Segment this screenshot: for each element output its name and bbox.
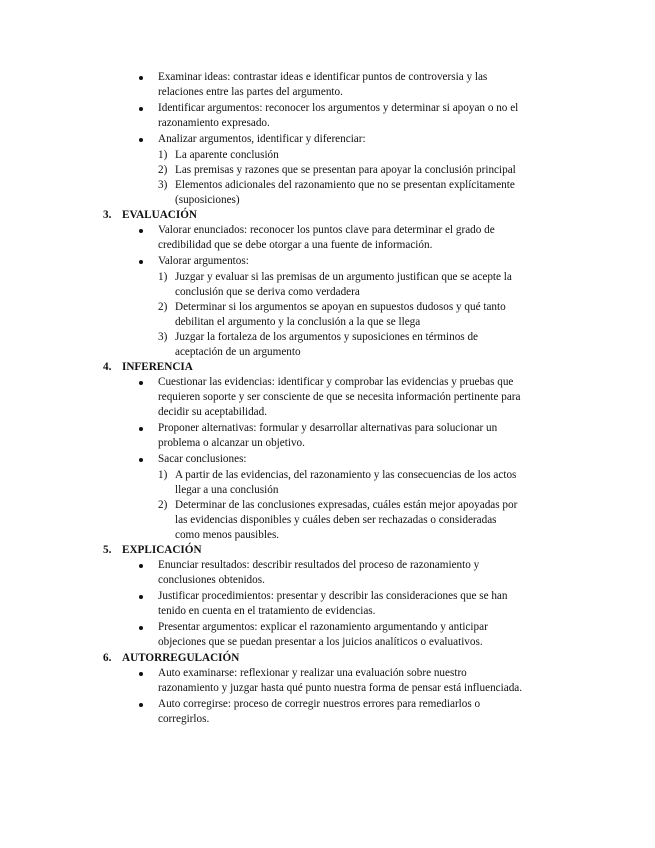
bullet-icon — [139, 427, 143, 431]
list-item — [103, 620, 523, 650]
bullet-icon — [139, 672, 143, 676]
subitem-text: Determinar si los argumentos se apoyan en supuestos dudosos y qué tanto debilitan el argumento y la conclusión a la que se llega — [175, 301, 506, 328]
numbered-subitem — [103, 468, 523, 498]
bullet-icon — [139, 595, 143, 599]
numbered-subitem — [103, 163, 523, 178]
section-title: AUTORREGULACIÓN — [122, 652, 240, 664]
section-heading-evaluacion — [103, 208, 523, 223]
list-item — [103, 254, 523, 269]
subitem-text: La aparente conclusión — [175, 149, 279, 161]
list-item — [103, 697, 523, 727]
bullet-text: Identificar argumentos: reconocer los argumentos y determinar si apoyan o no el razonamiento expresado. — [158, 102, 519, 129]
numbered-subitem — [103, 148, 523, 163]
list-item — [103, 375, 523, 420]
section-heading-inferencia — [103, 360, 523, 375]
subitem-text: Juzgar y evaluar si las premisas de un argumento justifican que se acepte la conclusión que se deriva como verdadera — [175, 271, 512, 298]
subitem-number: 2) — [158, 164, 168, 176]
bullet-text: Auto examinarse: reflexionar y realizar una evaluación sobre nuestro razonamiento y juzgar hasta qué punto nuestra forma de pensar está influenciada. — [158, 667, 523, 694]
bullet-text: Valorar argumentos: — [158, 255, 249, 267]
numbered-subitem — [103, 178, 523, 208]
bullet-text: Enunciar resultados: describir resultados del proceso de razonamiento y conclusiones obtenidos. — [158, 559, 480, 586]
list-item — [103, 666, 523, 696]
bullet-icon — [139, 76, 143, 80]
document-content — [103, 70, 523, 728]
bullet-text: Cuestionar las evidencias: identificar y comprobar las evidencias y pruebas que requieren soporte y ser consciente de que se necesita información pertinente para decidir su aceptabilidad. — [158, 376, 521, 418]
bullet-icon — [139, 229, 143, 233]
section-heading-autorregulacion — [103, 651, 523, 666]
subitem-number: 3) — [158, 331, 168, 343]
bullet-text: Analizar argumentos, identificar y diferenciar: — [158, 133, 366, 145]
bullet-text: Examinar ideas: contrastar ideas e identificar puntos de controversia y las relaciones entre las partes del argumento. — [158, 71, 488, 98]
list-item — [103, 452, 523, 467]
subitem-number: 1) — [158, 469, 168, 481]
subitem-text: Determinar de las conclusiones expresadas, cuáles están mejor apoyadas por las evidencias disponibles y cuáles deben ser rechazadas o consideradas como menos pausibles. — [175, 499, 518, 541]
section-title: EVALUACIÓN — [122, 209, 198, 221]
subitem-text: Elementos adicionales del razonamiento que no se presentan explícitamente (suposiciones) — [175, 179, 515, 206]
bullet-icon — [139, 458, 143, 462]
bullet-text: Auto corregirse: proceso de corregir nuestros errores para remediarlos o corregirlos. — [158, 698, 481, 725]
subitem-number: 1) — [158, 149, 168, 161]
numbered-subitem — [103, 300, 523, 330]
list-item — [103, 70, 523, 100]
subitem-text: A partir de las evidencias, del razonamiento y las consecuencias de los actos llegar a una conclusión — [175, 469, 517, 496]
section-title: INFERENCIA — [122, 361, 193, 373]
numbered-subitem — [103, 498, 523, 543]
subitem-text: Las premisas y razones que se presentan para apoyar la conclusión principal — [175, 164, 516, 176]
bullet-text: Proponer alternativas: formular y desarrollar alternativas para solucionar un problema o alcanzar un objetivo. — [158, 422, 498, 449]
bullet-icon — [139, 260, 143, 264]
section-number: 5. — [103, 544, 112, 556]
bullet-icon — [139, 626, 143, 630]
subitem-text: Juzgar la fortaleza de los argumentos y suposiciones en términos de aceptación de un argumento — [175, 331, 479, 358]
list-item — [103, 101, 523, 131]
bullet-icon — [139, 703, 143, 707]
bullet-text: Sacar conclusiones: — [158, 453, 247, 465]
list-item — [103, 558, 523, 588]
section-number: 6. — [103, 652, 112, 664]
subitem-number: 1) — [158, 271, 168, 283]
subitem-number: 3) — [158, 179, 168, 191]
numbered-subitem — [103, 330, 523, 360]
section-title: EXPLICACIÓN — [122, 544, 202, 556]
subitem-number: 2) — [158, 499, 168, 511]
section-number: 4. — [103, 361, 112, 373]
bullet-icon — [139, 381, 143, 385]
list-item — [103, 132, 523, 147]
bullet-text: Justificar procedimientos: presentar y describir las consideraciones que se han tenido en cuenta en el tratamiento de evidencias. — [158, 590, 508, 617]
list-item — [103, 223, 523, 253]
bullet-text: Presentar argumentos: explicar el razonamiento argumentando y anticipar objeciones que se puedan presentar a los juicios analíticos o evaluativos. — [158, 621, 488, 648]
bullet-icon — [139, 107, 143, 111]
list-item — [103, 589, 523, 619]
bullet-icon — [139, 138, 143, 142]
subitem-number: 2) — [158, 301, 168, 313]
list-item — [103, 421, 523, 451]
bullet-text: Valorar enunciados: reconocer los puntos clave para determinar el grado de credibilidad que se debe otorgar a una fuente de información. — [158, 224, 495, 251]
section-number: 3. — [103, 209, 112, 221]
section-heading-explicacion — [103, 543, 523, 558]
numbered-subitem — [103, 270, 523, 300]
bullet-icon — [139, 564, 143, 568]
